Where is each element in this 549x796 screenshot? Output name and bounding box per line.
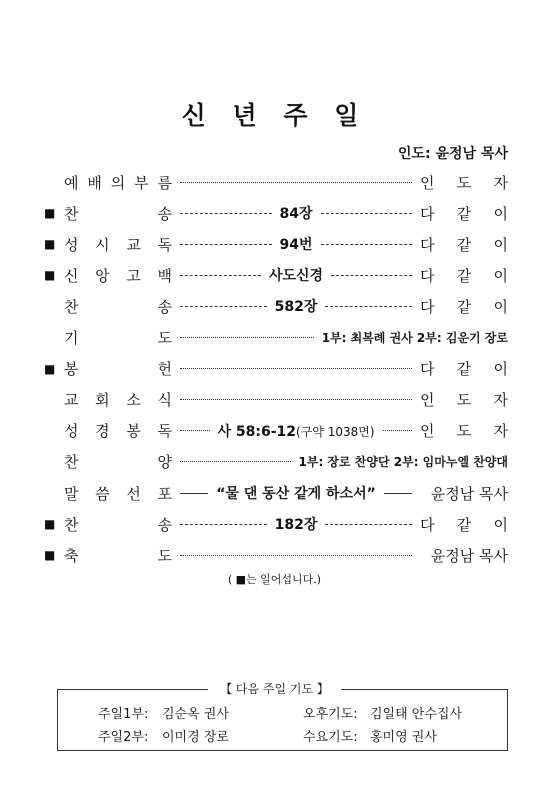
item-detail-text: 94번	[279, 237, 313, 254]
item-label	[64, 420, 172, 441]
service-leader: 인도: 윤정남 목사	[397, 146, 508, 162]
item-label-char: 회	[95, 391, 110, 410]
leader-dots	[180, 493, 208, 494]
item-performer-char: 같	[456, 235, 472, 254]
item-performer	[420, 420, 508, 441]
standing-mark: ■	[44, 268, 56, 283]
standing-mark: ■	[44, 548, 56, 563]
item-performer-char: 자	[493, 422, 509, 441]
item-performer-char: 도	[456, 391, 472, 410]
item-performer-char: 인	[420, 391, 435, 410]
leader-dots	[180, 430, 210, 431]
item-performer-char: 이	[493, 204, 509, 223]
item-performer-char: 다	[420, 360, 435, 379]
item-label	[64, 451, 172, 472]
item-detail-text: 사도신경	[268, 268, 324, 285]
item-label	[64, 514, 172, 535]
item-performer: 윤정남 목사	[430, 484, 508, 503]
standing-mark: ■	[44, 237, 56, 252]
leader-dots	[180, 399, 412, 400]
item-performer	[420, 296, 508, 317]
prayer-label-4: 수요기도:	[303, 730, 358, 745]
item-label-char: 신	[64, 266, 79, 285]
leader-dots	[331, 275, 412, 276]
item-label	[64, 296, 172, 317]
item-performer-char: 같	[456, 515, 472, 534]
item-performer-char: 이	[493, 297, 508, 316]
item-label-char: 소	[126, 391, 141, 410]
leader-dots	[383, 430, 413, 431]
item-detail	[216, 483, 376, 503]
item-label-char: 찬	[64, 297, 79, 316]
next-week-prayer-title: 【 다음 주일 기도 】	[0, 680, 549, 697]
worship-row	[44, 263, 508, 287]
leader-dots	[180, 213, 272, 214]
prayer-label-3: 주일2부:	[98, 730, 149, 745]
item-detail-text: “물 댄 동산 같게 하소서”	[216, 486, 376, 502]
item-detail-sub: (구약 1038면)	[296, 424, 375, 439]
item-label-char: 기	[64, 329, 79, 347]
item-label-char: 교	[126, 235, 141, 254]
leader-dots	[180, 306, 267, 307]
item-detail-text: 사 58:6-12	[217, 423, 297, 440]
item-detail	[275, 296, 318, 316]
item-performer-char: 자	[493, 391, 508, 410]
item-label-char: 포	[157, 484, 172, 503]
item-label	[64, 389, 172, 410]
item-detail	[218, 421, 375, 441]
worship-row	[44, 388, 508, 412]
worship-row	[44, 481, 508, 505]
worship-row	[44, 450, 508, 474]
item-performer-char: 이	[493, 515, 508, 534]
item-label-char: 백	[157, 266, 172, 285]
worship-row	[44, 357, 508, 381]
item-label-char: 송	[157, 515, 172, 534]
item-label-char: 시	[95, 235, 110, 254]
item-label	[64, 172, 172, 193]
item-performer	[420, 172, 508, 193]
prayer-label-2: 오후기도:	[303, 707, 358, 722]
item-label-char: 선	[126, 484, 141, 503]
item-detail	[280, 203, 313, 223]
item-label-char: 헌	[157, 360, 172, 379]
item-performer-char: 인	[420, 422, 435, 441]
item-label-char: 성	[64, 235, 79, 254]
standing-mark: ■	[44, 361, 56, 376]
worship-row	[44, 326, 508, 350]
item-performer-char: 같	[456, 360, 472, 379]
item-performer-char: 도	[456, 422, 472, 441]
leader-dots	[180, 368, 412, 369]
item-label-char: 경	[95, 422, 110, 441]
item-label-char: 독	[157, 422, 172, 441]
item-label-char: 름	[157, 173, 172, 192]
item-performer-char: 이	[493, 235, 509, 254]
item-label	[64, 545, 172, 566]
item-performer-char: 같	[456, 204, 472, 223]
item-label	[64, 327, 172, 348]
item-performer: 윤정남 목사	[430, 546, 508, 565]
item-label-char: 고	[126, 266, 141, 285]
worship-row	[44, 294, 508, 318]
leader-dots	[321, 213, 413, 214]
item-performer	[420, 514, 508, 535]
item-performer-char: 이	[493, 360, 508, 379]
item-detail	[280, 234, 313, 254]
leader-dots	[180, 337, 314, 338]
item-performer-char: 다	[420, 266, 435, 285]
item-detail	[269, 265, 323, 285]
leader-dots	[180, 555, 412, 556]
item-performer-char: 다	[420, 204, 435, 223]
item-performer	[420, 234, 508, 255]
worship-row	[44, 543, 508, 567]
item-detail-text: 582장	[274, 299, 318, 316]
worship-row	[44, 170, 508, 194]
page-title: 신 년 주 일	[181, 101, 368, 130]
item-label-char: 식	[157, 391, 172, 410]
item-label-char: 성	[64, 422, 79, 441]
item-label-char: 찬	[64, 204, 79, 223]
item-label	[64, 358, 172, 379]
item-label-char: 부	[134, 173, 149, 192]
item-label-char: 송	[157, 204, 172, 223]
item-label-char: 찬	[64, 453, 79, 472]
leader-dots	[180, 244, 272, 245]
item-performer	[420, 358, 508, 379]
leader-dots	[180, 524, 267, 525]
prayer-name-2: 김일태 안수집사	[370, 707, 463, 722]
standing-mark: ■	[44, 206, 56, 221]
item-label-char: 양	[157, 453, 172, 472]
item-label-char: 앙	[95, 266, 110, 285]
item-performer-char: 도	[456, 173, 472, 192]
item-performer	[420, 389, 508, 410]
item-label-char: 의	[110, 173, 126, 192]
leader-dots	[180, 461, 291, 462]
item-detail-text: 84장	[279, 206, 313, 223]
item-label	[64, 234, 172, 255]
item-label-char: 말	[64, 484, 79, 503]
item-performer	[420, 203, 508, 224]
worship-row	[44, 419, 508, 443]
leader-dots	[180, 275, 261, 276]
item-label-char: 씀	[95, 484, 110, 503]
item-label-char: 도	[157, 546, 172, 565]
item-label	[64, 483, 172, 504]
leader-dots	[325, 306, 412, 307]
worship-row	[44, 201, 508, 225]
item-label-char: 도	[157, 329, 172, 347]
item-label-char: 송	[157, 297, 172, 316]
item-detail	[275, 514, 318, 534]
item-label	[64, 203, 172, 224]
item-label	[64, 265, 172, 286]
item-performer-char: 다	[420, 515, 435, 534]
leader-dots	[321, 244, 413, 245]
standing-mark: ■	[44, 517, 56, 532]
item-performer-char: 인	[420, 173, 435, 192]
prayer-label-1: 주일1부:	[98, 707, 149, 722]
worship-row	[44, 512, 508, 536]
item-performer-char: 같	[456, 266, 472, 285]
item-performer: 1부: 최복례 권사 2부: 김운기 장로	[321, 331, 508, 345]
item-label-char: 예	[64, 173, 79, 192]
item-performer-char: 다	[420, 297, 435, 316]
item-label-char: 축	[64, 546, 79, 565]
item-label-char: 교	[64, 391, 79, 410]
prayer-name-4: 홍미영 권사	[370, 730, 437, 745]
prayer-name-1: 김순옥 권사	[162, 707, 229, 722]
worship-row	[44, 232, 508, 256]
item-performer-char: 자	[493, 173, 508, 192]
item-label-char: 봉	[126, 422, 141, 441]
item-performer-char: 다	[420, 235, 435, 254]
item-performer	[420, 265, 508, 286]
leader-dots	[384, 493, 412, 494]
item-label-char: 찬	[64, 515, 79, 534]
item-label-char: 배	[87, 173, 102, 192]
item-label-char: 봉	[64, 360, 79, 379]
item-detail-text: 182장	[274, 517, 318, 534]
item-performer-char: 같	[456, 297, 472, 316]
leader-dots	[325, 524, 412, 525]
standing-note: ( ■는 일어섭니다.)	[227, 573, 322, 586]
item-performer-char: 이	[493, 266, 509, 285]
leader-dots	[180, 182, 412, 183]
prayer-name-3: 이미경 장로	[162, 730, 229, 745]
item-performer: 1부: 장로 찬양단 2부: 임마누엘 찬양대	[298, 455, 508, 470]
item-label-char: 독	[157, 235, 172, 254]
